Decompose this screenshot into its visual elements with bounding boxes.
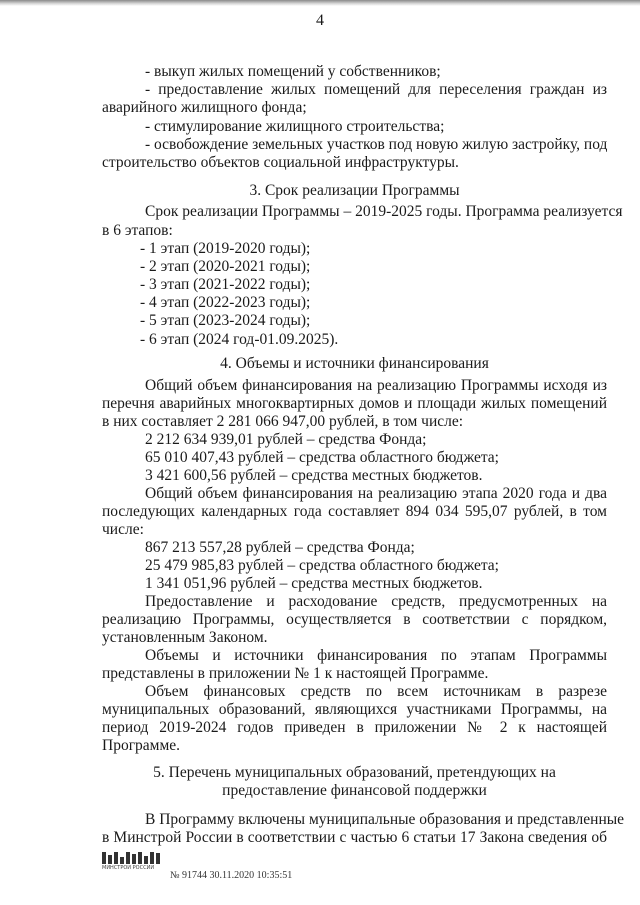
text-line: представлены в приложении № 1 к настоящей Программе. xyxy=(102,665,489,682)
text-line: 25 479 985,83 рублей – средства областного бюджета; xyxy=(145,557,499,574)
document-number: № 91744 xyxy=(170,870,208,881)
list-item: - 5 этап (2023-2024 годы); xyxy=(140,312,311,329)
text-line: Общий объем финансирования на реализацию этапа 2020 года и два xyxy=(145,485,607,502)
list-item: - 6 этап (2024 год-01.09.2025). xyxy=(140,331,339,348)
list-item: - 2 этап (2020-2021 годы); xyxy=(140,258,311,275)
document-registration-info xyxy=(170,870,292,881)
list-item: - 1 этап (2019-2020 годы); xyxy=(140,240,311,257)
registration-stamp xyxy=(102,852,162,872)
text-line: установленным Законом. xyxy=(102,629,268,646)
text-line: Объем финансовых средств по всем источникам в разрезе xyxy=(145,683,607,700)
text-line: Объемы и источники финансирования по этапам Программы xyxy=(145,647,607,664)
page-number: 4 xyxy=(316,12,324,29)
text-line: Предоставление и расходование средств, предусмотренных на xyxy=(145,593,607,610)
text-line: аварийного жилищного фонда; xyxy=(102,99,307,116)
text-line: 1 341 051,96 рублей – средства местных бюджетов. xyxy=(145,575,483,592)
text-line: В Программу включены муниципальные образования и представленные xyxy=(145,811,625,828)
text-line: Общий объем финансирования на реализацию Программы исходя из xyxy=(145,377,607,394)
text-line: - предоставление жилых помещений для переселения граждан из xyxy=(145,81,607,98)
text-line: 2 212 634 939,01 рублей – средства Фонда; xyxy=(145,431,427,448)
text-line: - выкуп жилых помещений у собственников; xyxy=(145,63,441,80)
text-line: муниципальных образований, являющихся участниками Программы, на xyxy=(102,701,607,718)
text-line: Срок реализации Программы – 2019-2025 годы. Программа реализуется xyxy=(145,203,623,220)
scan-edge xyxy=(0,0,640,6)
text-line: 867 213 557,28 рублей – средства Фонда; xyxy=(145,539,415,556)
text-line: - стимулирование жилищного строительства; xyxy=(145,118,445,135)
list-item: - 4 этап (2022-2023 годы); xyxy=(140,294,311,311)
text-line: 3 421 600,56 рублей – средства местных бюджетов. xyxy=(145,467,483,484)
text-line: в Минстрой России в соответствии с частью 6 статьи 17 Закона сведения об xyxy=(102,829,607,846)
text-line: числе: xyxy=(102,521,144,538)
text-line: период 2019-2024 годов приведен в приложении № 2 к настоящей xyxy=(102,719,607,736)
section-heading: 3. Срок реализации Программы xyxy=(249,182,460,199)
section-heading: 5. Перечень муниципальных образований, претендующих на xyxy=(153,764,556,781)
text-line: последующих календарных года составляет 894 034 595,07 рублей, в том xyxy=(102,503,607,520)
text-line: - освобождение земельных участков под новую жилую застройку, под xyxy=(145,136,608,153)
text-line: реализацию Программы, осуществляется в соответствии с порядком, xyxy=(102,611,607,628)
text-line: строительство объектов социальной инфраструктуры. xyxy=(102,154,459,171)
section-heading: предоставление финансовой поддержки xyxy=(222,782,487,799)
text-line: 65 010 407,43 рублей – средства областного бюджета; xyxy=(145,449,499,466)
list-item: - 3 этап (2021-2022 годы); xyxy=(140,276,311,293)
section-heading: 4. Объемы и источники финансирования xyxy=(220,355,489,372)
document-timestamp: 30.11.2020 10:35:51 xyxy=(209,870,293,881)
text-line: в 6 этапов: xyxy=(102,222,173,239)
text-line: перечня аварийных многоквартирных домов и площади жилых помещений xyxy=(102,395,607,412)
text-line: Программе. xyxy=(102,737,181,754)
stamp-caption: МИНСТРОЙ РОССИИ xyxy=(102,865,155,871)
stamp-barcode-icon xyxy=(102,852,162,864)
text-line: в них составляет 2 281 066 947,00 рублей, в том числе: xyxy=(102,413,464,430)
